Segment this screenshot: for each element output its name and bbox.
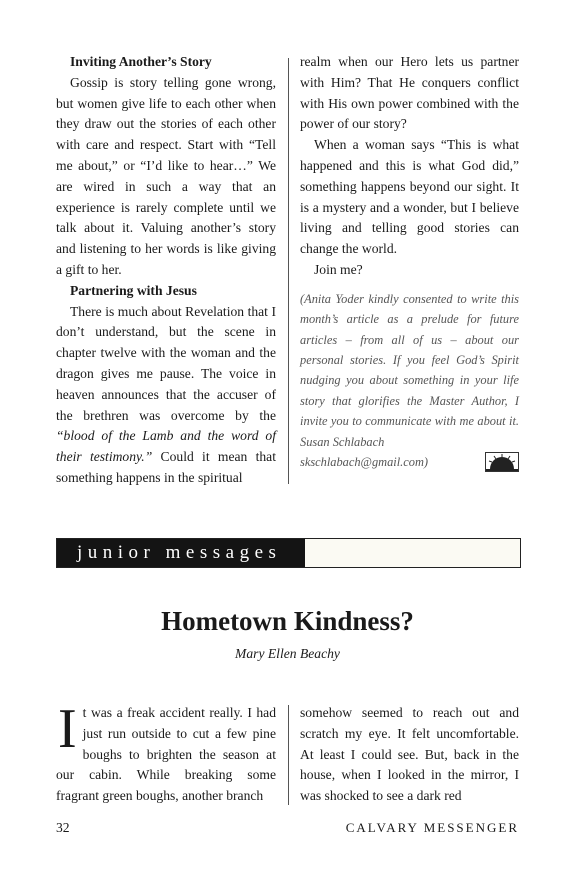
heading-inviting-story: Inviting Another’s Story xyxy=(70,54,212,69)
section-banner xyxy=(56,538,521,568)
editor-note xyxy=(300,289,519,473)
column-divider-top xyxy=(288,58,289,484)
editor-note-text: (Anita Yoder kindly consented to write this month’s article as a prelude for future articles – from all of us – about our personal stories. If you feel God’s Spirit nudging you about something in your life story that glorifies the Master Author, I invite you to communicate with me about it. Susan Schlabach xyxy=(300,291,519,449)
paragraph-revelation xyxy=(56,302,276,489)
column-right-top xyxy=(300,52,519,472)
section-label: junior messages xyxy=(57,539,305,567)
sunrise-logo-icon xyxy=(485,452,519,472)
page-number: 32 xyxy=(56,820,70,835)
column-left-bottom xyxy=(56,698,276,807)
column-left-top xyxy=(56,52,276,489)
heading-partnering: Partnering with Jesus xyxy=(70,282,197,298)
paragraph-gossip: Gossip is story telling gone wrong, but women give life to each other when they draw out the stories of each other with care and respect. Start with “Tell me about,” or “I’d like to hear…” We are wired in such a way that an experience is rarely complete until we talk about it. Valuing another’s story and listening to her words is like giving a gift to her. xyxy=(56,74,276,277)
revelation-quote: “blood of the Lamb and the word of their testimony.” xyxy=(56,428,276,465)
article-author: Mary Ellen Beachy xyxy=(235,646,340,661)
magazine-name: CALVARY MESSENGER xyxy=(345,820,519,835)
revelation-text-start: There is much about Revelation that I don’t understand, but the scene in chapter twelve with the woman and the dragon gives me pause. The voice in heaven announces that the accuser of the brethren was overcome by the xyxy=(56,303,276,423)
drop-cap: I xyxy=(58,698,77,760)
revelation-text-end: Could it mean that something happens in the spiritual xyxy=(56,449,276,485)
article-title: Hometown Kindness? xyxy=(161,606,414,636)
paragraph-join-me: Join me? xyxy=(314,261,363,277)
column-divider-bottom xyxy=(288,705,289,805)
paragraph-realm: realm when our Hero lets us partner with Him? That He conquers conflict with His own power combined with the power of our story? xyxy=(300,54,519,132)
article-text-left: t was a freak accident really. I had just run outside to cut a few pine boughs to brighten the season at our cabin. While breaking some fragrant green boughs, another branch xyxy=(56,705,276,804)
editor-email[interactable]: skschlabach@gmail.com) xyxy=(300,455,429,470)
column-right-bottom xyxy=(300,703,519,807)
paragraph-woman-says: When a woman says “This is what happened and this is what God did,” something happens beyond our sight. It is a mystery and a wonder, but I believe living and telling good stories can change the world. xyxy=(300,137,519,257)
article-paragraph-left xyxy=(56,698,276,807)
article-text-right: somehow seemed to reach out and scratch my eye. It felt uncomfortable. At least I could see. But, back in the house, when I looked in the mirror, I was shocked to see a dark red xyxy=(300,705,519,804)
